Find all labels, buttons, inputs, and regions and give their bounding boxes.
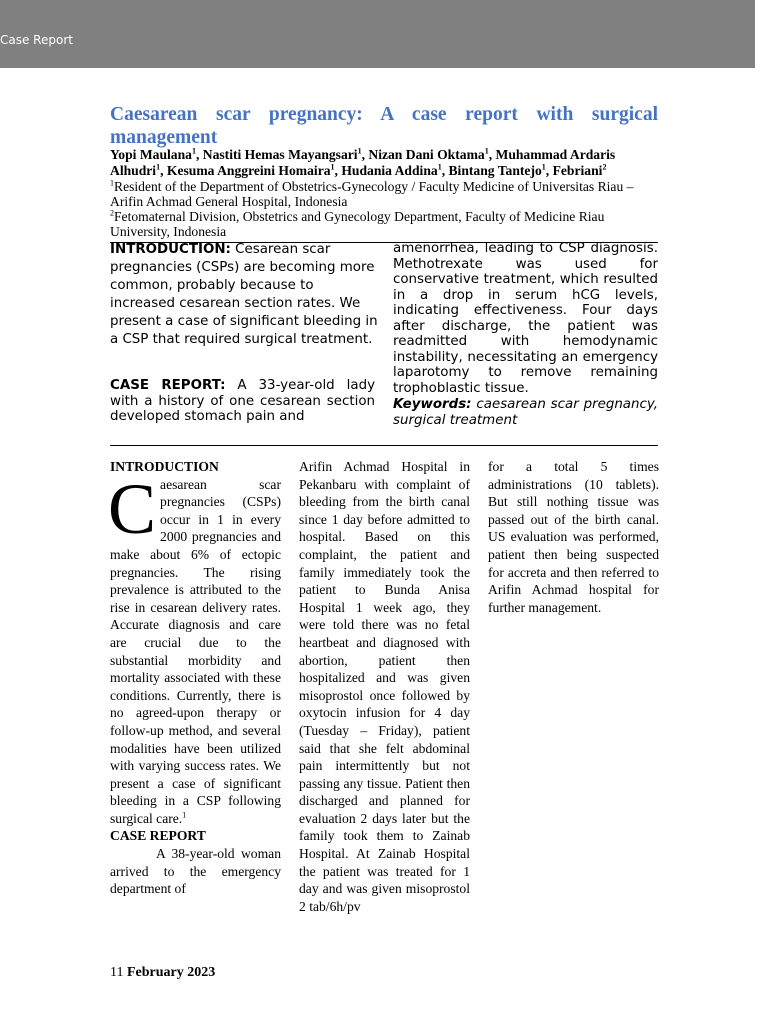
abstract-case-report: CASE REPORT: A 33-year-old lady with a history of one cesarean section developed stomach pain and — [110, 378, 375, 424]
body-column-1 — [110, 458, 281, 898]
author: Nizan Dani Oktama — [368, 147, 485, 162]
author: Febriani — [552, 163, 603, 178]
case-report-text-1: A 38-year-old woman arrived to the emergency department of — [110, 846, 281, 897]
author-list: Yopi Maulana$^1$, Nastiti Hemas Mayangsari$^1$, Nizan Dani Oktama$^1$, Muhammad Ardaris Alhudri$^1$, Kesuma Anggreini Homaira$^1$, Hudania Addina$^1$, Bintang Tantejo$^1$, Febriani$^2$ — [110, 146, 616, 178]
author: Muhammad Ardaris Alhudri — [110, 147, 616, 178]
article-type-label: Case Report — [0, 33, 73, 47]
article-title: Caesarean scar pregnancy: A case report with surgical management — [110, 104, 658, 148]
abstract-bottom-rule — [110, 445, 658, 446]
page-number: 11 — [110, 965, 124, 980]
introduction-text: aesarean scar pregnancies (CSPs) occur in 1 in every 2000 pregnancies and make about 6% of ectopic pregnancies. The rising prevalence is attributed to the rise in cesarean delivery rates. Accurate diagnosis and care are crucial due to the substantial morbidity and mortality associated with these conditions. Currently, there is no agreed-upon therapy or follow-up method, and several modalities have been utilized with varying success rates. We present a case of significant bleeding in a CSP following surgical care. — [110, 476, 281, 826]
case-report-text-3: for a total 5 times administrations (10 tablets). But still nothing tissue was passed out of the birth canal. US evaluation was performed, patient then being suspected for accreta and then referred to Arifin Achmad hospital for further management. — [488, 459, 659, 615]
abstract-introduction: INTRODUCTION: Cesarean scar pregnancies (CSPs) are becoming more common, probably because to increased cesarean section rates. We present a case of significant bleeding in a CSP that required surgical treatment. — [110, 242, 378, 347]
page-footer — [110, 964, 215, 981]
author: Hudania Addina — [341, 163, 438, 178]
body-column-3 — [488, 458, 659, 616]
abstract-keywords: Keywords: caesarean scar pregnancy, surgical treatment — [393, 397, 658, 428]
section-heading-case-report: CASE REPORT — [110, 828, 206, 844]
issue-date: February 2023 — [126, 965, 216, 980]
citation-ref: 1 — [182, 810, 187, 820]
abstract-continuation: amenorrhea, leading to CSP diagnosis. Methotrexate was used for conservative treatment, which resulted in a drop in serum hCG levels, indicating effectiveness. Four days after discharge, the patient was readmitted with hemodynamic instability, necessitating an emergency laparotomy to remove remaining trophoblastic tissue. — [393, 241, 658, 396]
author: Yopi Maulana — [110, 147, 192, 162]
header-band — [0, 0, 755, 68]
case-report-text-2: Arifin Achmad Hospital in Pekanbaru with complaint of bleeding from the birth canal since 1 day before admitted to hospital. Based on this complaint, the patient and family immediately took the patient to Bunda Anisa Hospital 1 week ago, they were told there was no fetal heartbeat and diagnosed with abortion, patient then hospitalized and was given misoprostol once followed by oxytocin infusion for 4 day (Tuesday – Friday), patient said that she felt abdominal pain intermittently but not passing any tissue. Patient then discharged and planned for evaluation 2 days later but the family took them to Zainab Hospital. At Zainab Hospital the patient was treated for 1 day and was given misoprostol 2 tab/6h/pv — [299, 459, 470, 914]
affiliation-1: $^1$Resident of the Department of Obstetrics-Gynecology / Faculty Medicine of Universitas Riau – Arifin Achmad General Hospital, Indonesia — [110, 178, 634, 209]
drop-cap: C — [108, 468, 157, 549]
author: Nastiti Hemas Mayangsari — [202, 147, 358, 162]
affiliation-2: $^2$Fetomaternal Division, Obstetrics and Gynecology Department, Faculty of Medicine Riau University, Indonesia — [110, 208, 605, 239]
author: Kesuma Anggreini Homaira — [166, 163, 331, 178]
author: Bintang Tantejo — [448, 163, 542, 178]
section-heading-introduction: INTRODUCTION — [110, 459, 219, 474]
body-column-2 — [299, 458, 470, 915]
